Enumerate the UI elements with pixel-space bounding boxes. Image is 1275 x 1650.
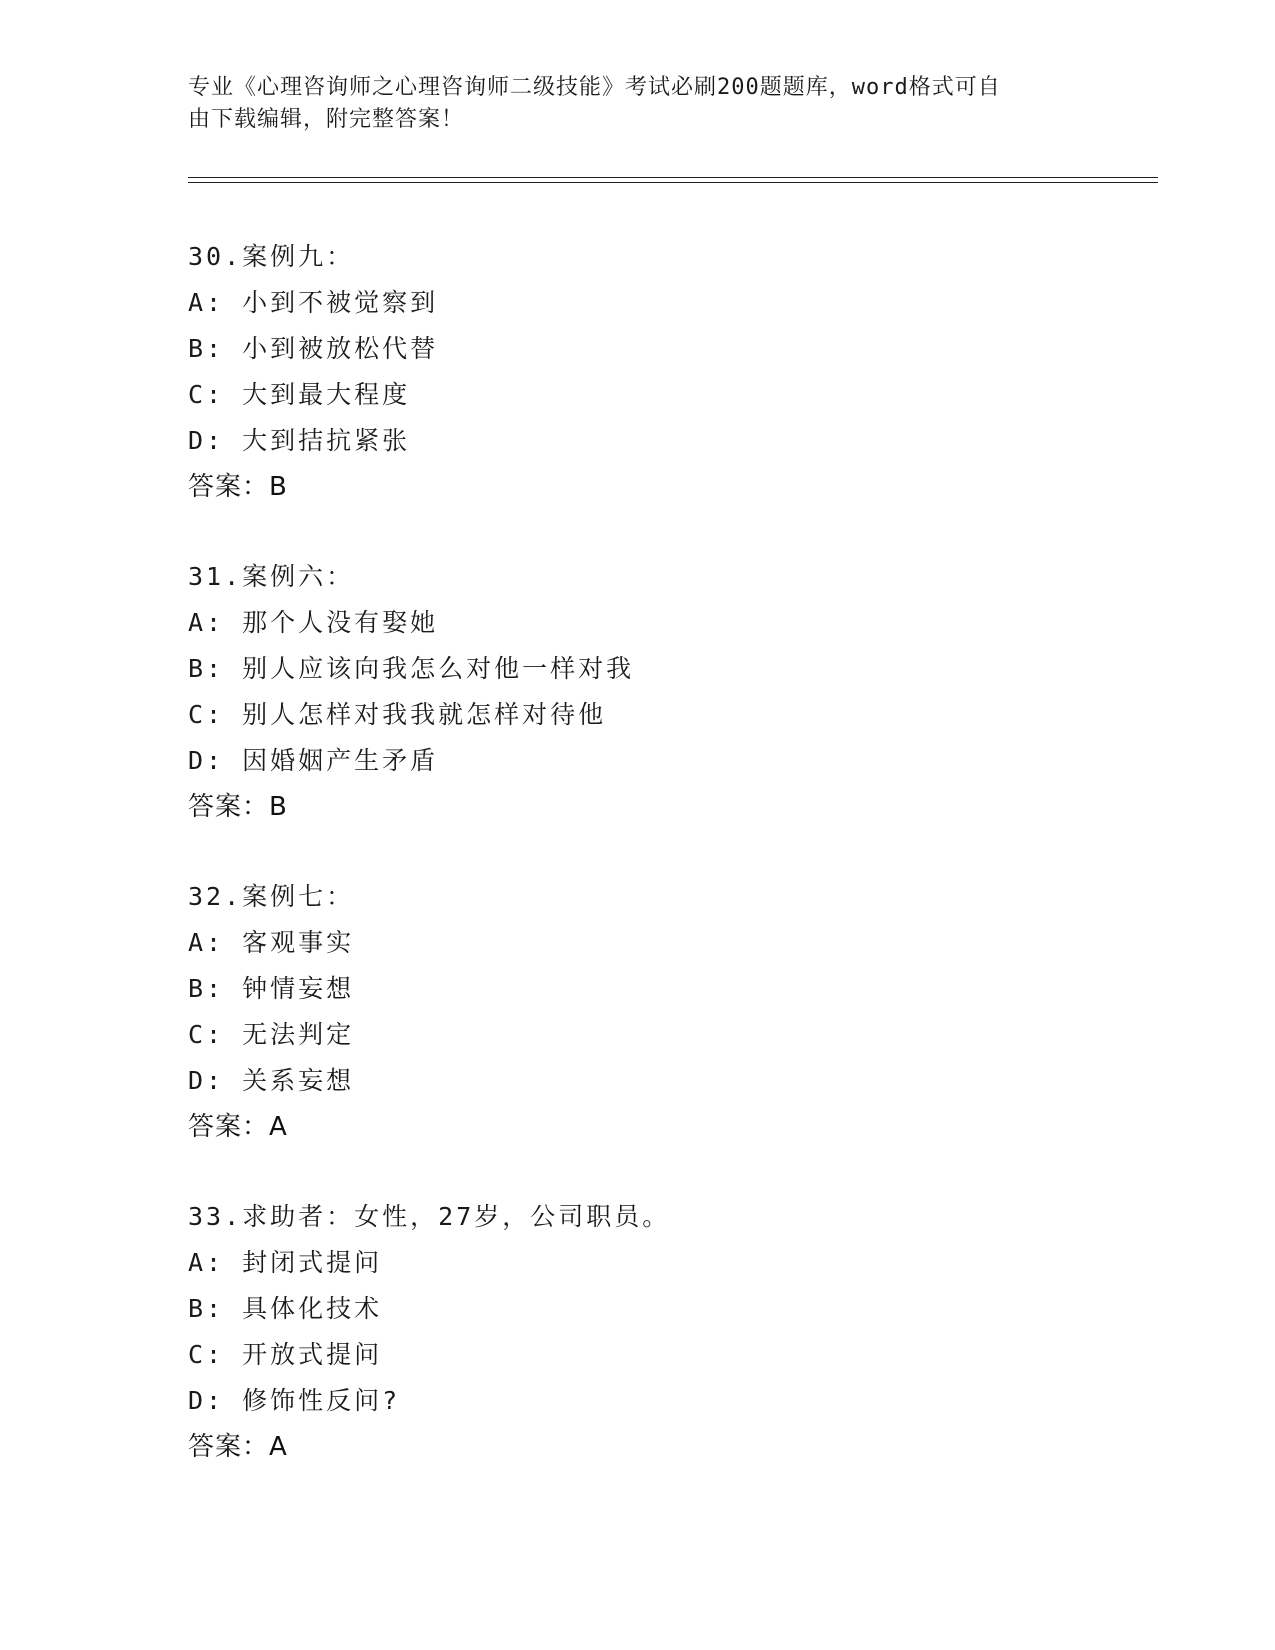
option-a: A: 客观事实: [188, 928, 355, 957]
question-title: 32.案例七：: [188, 882, 355, 911]
option-a: A: 封闭式提问: [188, 1248, 383, 1277]
answer-line: 答案：A: [188, 1432, 288, 1462]
option-a: A: 小到不被觉察到: [188, 288, 439, 317]
document-header: [188, 72, 1068, 136]
option-c: C: 无法判定: [188, 1020, 355, 1049]
question-title: 30.案例九：: [188, 242, 355, 271]
question-32: [188, 874, 1088, 1150]
option-d: D: 大到拮抗紧张: [188, 426, 411, 455]
answer-line: 答案：B: [188, 792, 288, 822]
header-line-1: 专业《心理咨询师之心理咨询师二级技能》考试必刷200题题库，word格式可自: [188, 75, 1001, 100]
option-c: C: 开放式提问: [188, 1340, 383, 1369]
answer-line: 答案：B: [188, 472, 288, 502]
option-b: B: 钟情妄想: [188, 974, 355, 1003]
option-b: B: 小到被放松代替: [188, 334, 439, 363]
question-31: [188, 554, 1088, 830]
header-line-2: 由下载编辑，附完整答案！: [188, 107, 465, 132]
header-divider-bottom: [188, 182, 1158, 183]
header-divider-top: [188, 177, 1158, 178]
question-title: 31.案例六：: [188, 562, 355, 591]
question-30: [188, 234, 1088, 510]
option-d: D: 因婚姻产生矛盾: [188, 746, 439, 775]
option-a: A: 那个人没有娶她: [188, 608, 439, 637]
option-d: D: 关系妄想: [188, 1066, 355, 1095]
option-d: D: 修饰性反问?: [188, 1386, 401, 1415]
option-b: B: 具体化技术: [188, 1294, 383, 1323]
option-c: C: 别人怎样对我我就怎样对待他: [188, 700, 607, 729]
option-b: B: 别人应该向我怎么对他一样对我: [188, 654, 635, 683]
option-c: C: 大到最大程度: [188, 380, 411, 409]
answer-line: 答案：A: [188, 1112, 288, 1142]
question-33: [188, 1194, 1088, 1470]
question-title: 33.求助者：女性，27岁，公司职员。: [188, 1202, 671, 1231]
